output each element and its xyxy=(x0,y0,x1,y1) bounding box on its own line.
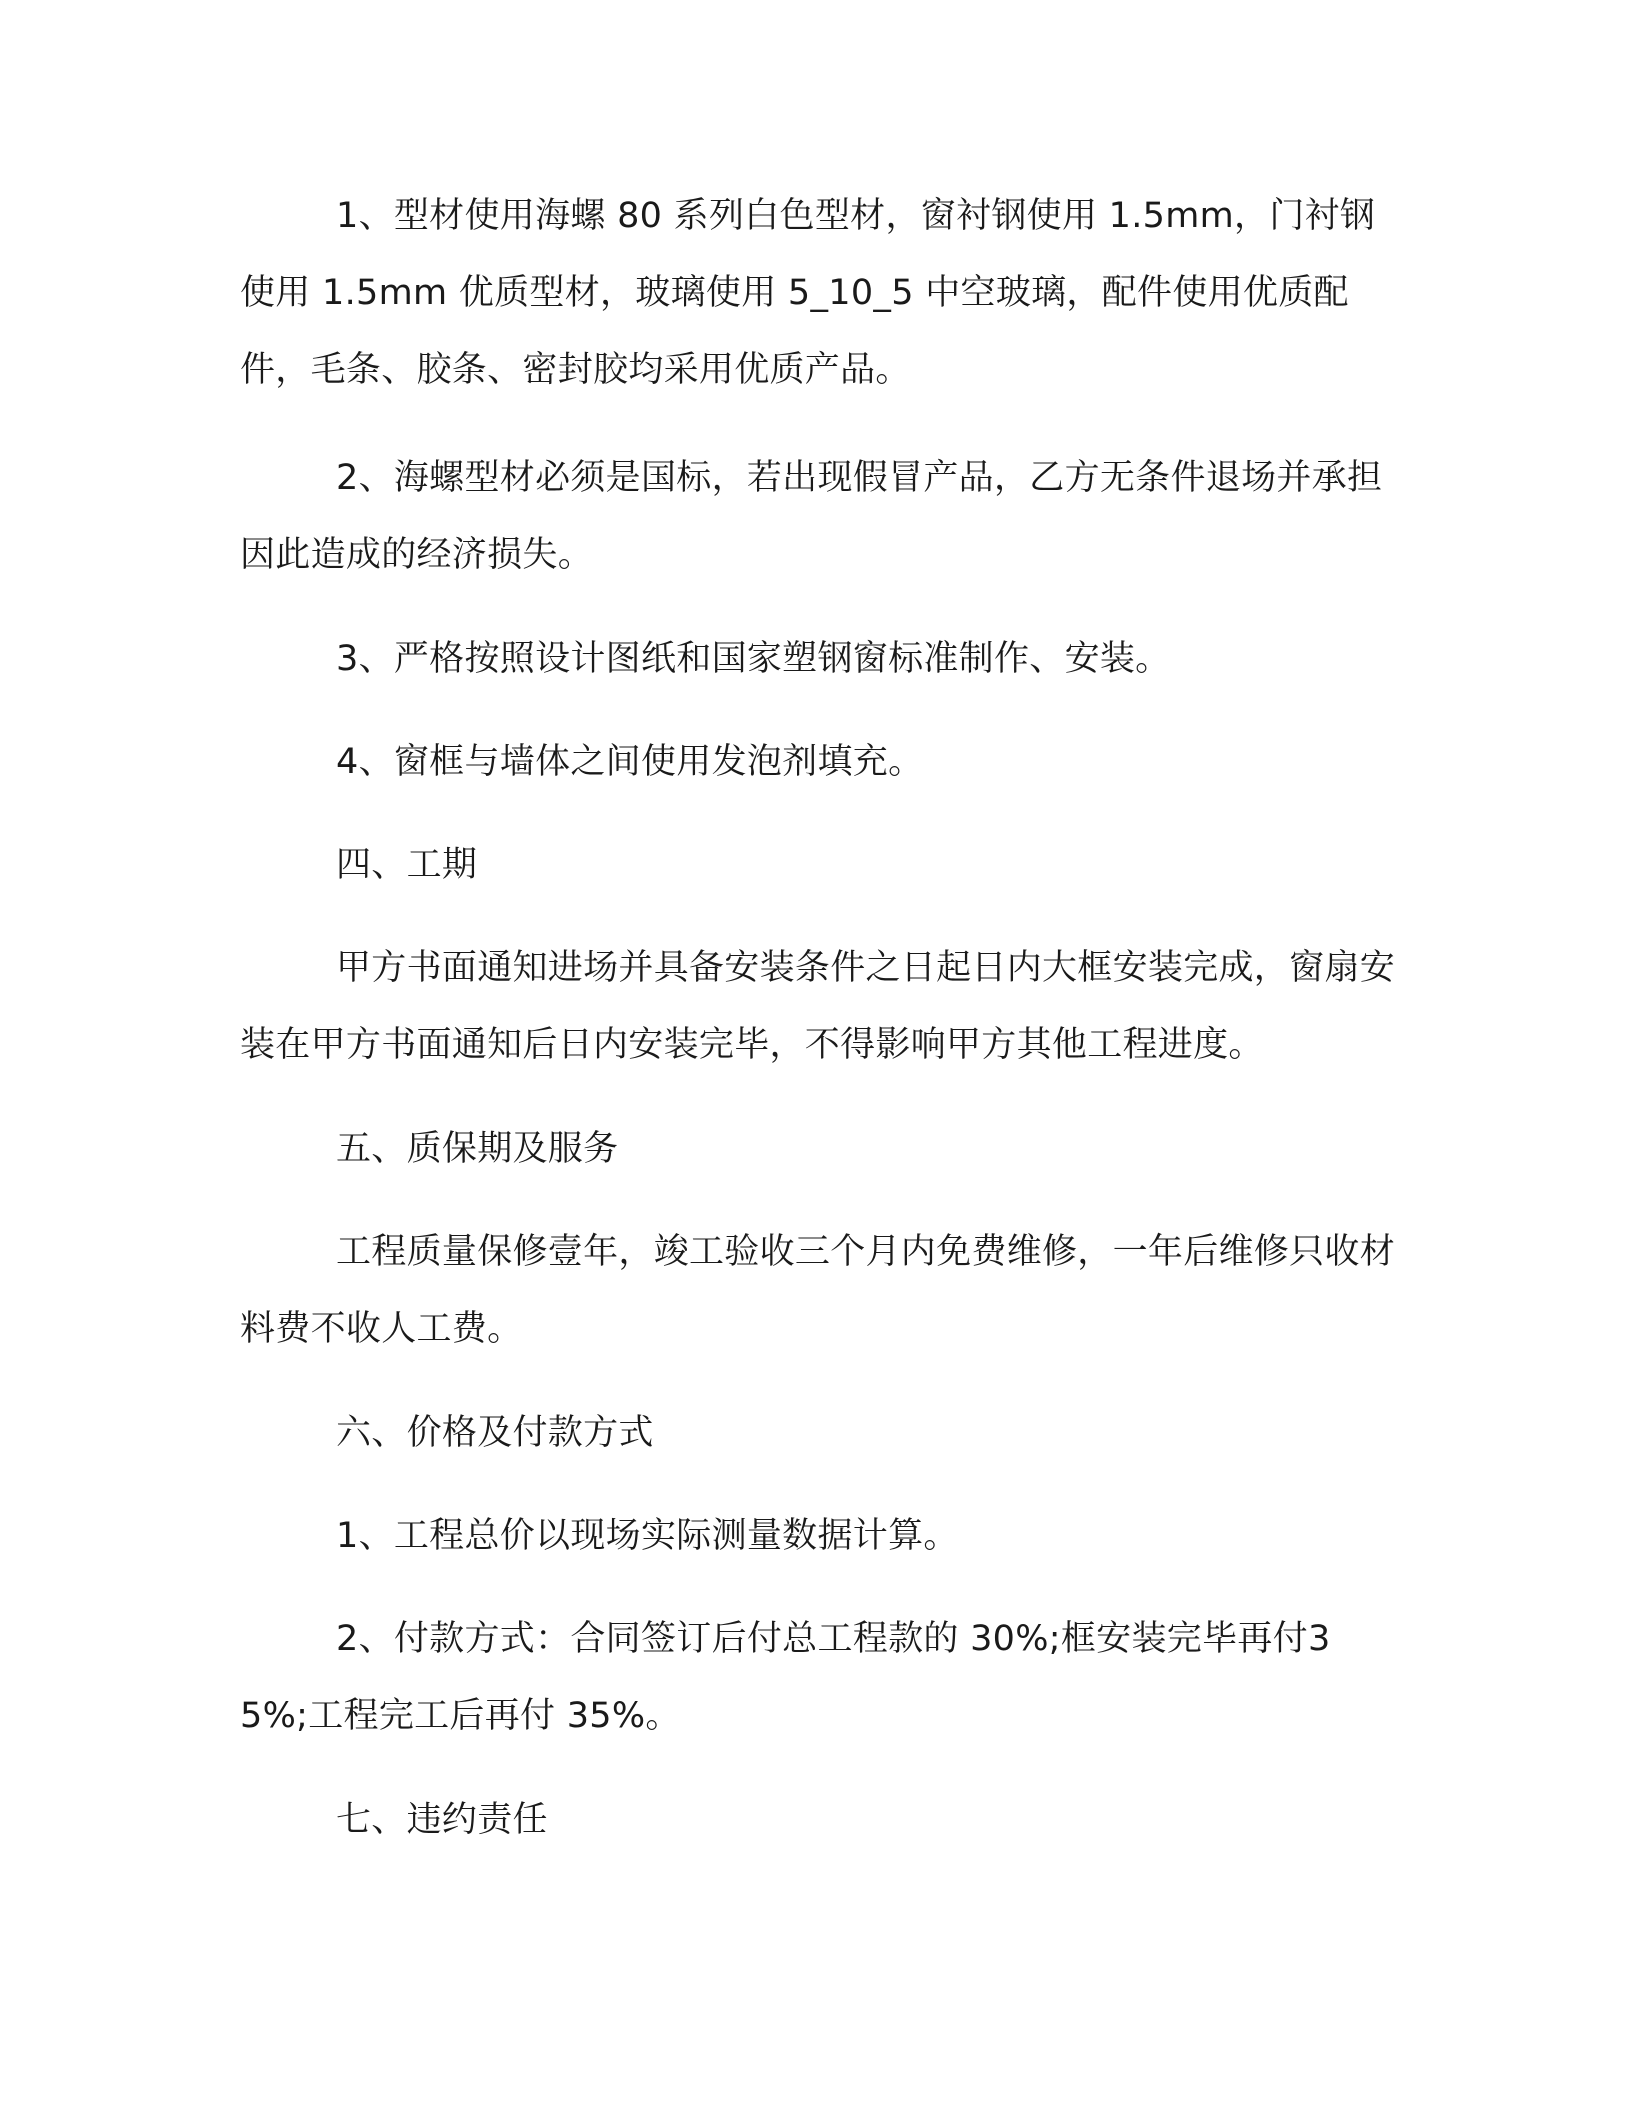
clause-materials: 1、型材使用海螺 80 系列白色型材，窗衬钢使用 1.5mm，门衬钢使用 1.5mm 优质型材，玻璃使用 5_10_5 中空玻璃，配件使用优质配件，毛条、胶条、密封胶均采用优质产品。 xyxy=(240,196,1376,390)
clause-foam-filling: 4、窗框与墙体之间使用发泡剂填充。 xyxy=(336,742,924,782)
section-heading-schedule: 四、工期 xyxy=(336,845,478,885)
clause-conch-standard: 2、海螺型材必须是国标，若出现假冒产品，乙方无条件退场并承担因此造成的经济损失。 xyxy=(240,458,1383,575)
clause-payment-method: 2、付款方式：合同签订后付总工程款的 30%;框安装完毕再付35%;工程完工后再付 35%。 xyxy=(240,1619,1331,1736)
clause-total-price: 1、工程总价以现场实际测量数据计算。 xyxy=(336,1516,959,1556)
clause-fabrication-standard: 3、严格按照设计图纸和国家塑钢窗标准制作、安装。 xyxy=(336,639,1171,679)
section-heading-price-payment: 六、价格及付款方式 xyxy=(336,1413,654,1453)
clause-schedule: 甲方书面通知进场并具备安装条件之日起日内大框安装完成，窗扇安装在甲方书面通知后日内安装完毕，不得影响甲方其他工程进度。 xyxy=(240,948,1396,1065)
clause-warranty: 工程质量保修壹年，竣工验收三个月内免费维修，一年后维修只收材料费不收人工费。 xyxy=(240,1232,1396,1349)
section-heading-liability: 七、违约责任 xyxy=(336,1800,548,1840)
section-heading-warranty: 五、质保期及服务 xyxy=(336,1129,619,1169)
